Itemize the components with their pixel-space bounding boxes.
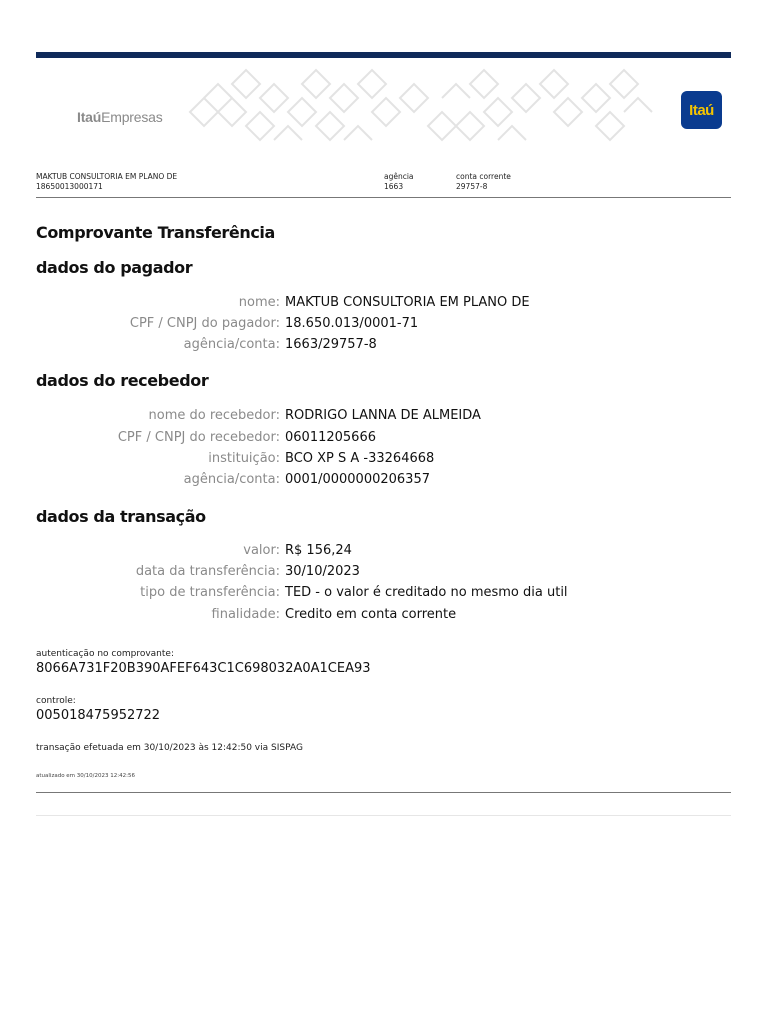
field-value: R$ 156,24: [285, 543, 352, 558]
recebedor-row: [36, 428, 716, 448]
agencia-value: 1663: [384, 182, 404, 191]
field-value: MAKTUB CONSULTORIA EM PLANO DE: [285, 295, 530, 310]
field-label: nome:: [238, 295, 280, 310]
page-title: Comprovante Transferência: [36, 223, 275, 242]
recebedor-row: [36, 449, 716, 469]
conta-value: 29757-8: [456, 182, 488, 191]
brand-bold: Itaú: [77, 109, 102, 125]
account-conta: [456, 172, 511, 192]
field-value: RODRIGO LANNA DE ALMEIDA: [285, 408, 481, 423]
pagador-row: [36, 335, 716, 355]
footer-divider: [36, 792, 731, 793]
account-holder: [36, 172, 177, 192]
field-label: tipo de transferência:: [140, 585, 280, 600]
autenticacao-label: autenticação no comprovante:: [36, 649, 174, 659]
field-label: data da transferência:: [135, 564, 280, 579]
footer-divider-light: [36, 815, 731, 816]
section-transacao-heading: dados da transação: [36, 507, 206, 526]
transacao-row: [36, 605, 716, 625]
transaction-timestamp: transação efetuada em 30/10/2023 às 12:42:50 via SISPAG: [36, 743, 303, 753]
pagador-row: [36, 293, 716, 313]
controle-label: controle:: [36, 696, 76, 706]
field-value: TED - o valor é creditado no mesmo dia util: [285, 585, 568, 600]
conta-label: conta corrente: [456, 172, 511, 181]
header-top-bar: [36, 52, 731, 58]
field-label: CPF / CNPJ do recebedor:: [117, 430, 280, 445]
field-value: 18.650.013/0001-71: [285, 316, 419, 331]
field-label: valor:: [243, 543, 280, 558]
field-value: Credito em conta corrente: [285, 607, 457, 622]
account-agencia: [384, 172, 414, 192]
field-label: finalidade:: [211, 607, 280, 622]
field-value: 06011205666: [285, 430, 376, 445]
field-label: nome do recebedor:: [148, 408, 280, 423]
field-label: CPF / CNPJ do pagador:: [129, 316, 280, 331]
field-value: 1663/29757-8: [285, 337, 377, 352]
agencia-label: agência: [384, 172, 414, 181]
section-pagador-heading: dados do pagador: [36, 258, 193, 277]
itau-logo-text: Itaú: [689, 101, 714, 119]
section-recebedor-heading: dados do recebedor: [36, 371, 209, 390]
field-label: agência/conta:: [183, 337, 280, 352]
itau-empresas-brand: [77, 109, 163, 125]
decorative-pattern: [180, 62, 670, 154]
recebedor-row: [36, 470, 716, 490]
account-holder-id: 18650013000171: [36, 182, 103, 191]
transacao-row: [36, 562, 716, 582]
account-holder-name: MAKTUB CONSULTORIA EM PLANO DE: [36, 172, 178, 181]
pagador-row: [36, 314, 716, 334]
header-divider: [36, 197, 731, 198]
updated-timestamp: atualizado em 30/10/2023 12:42:56: [36, 773, 135, 779]
field-value: BCO XP S A -33264668: [285, 451, 435, 466]
recebedor-row: [36, 406, 716, 426]
field-label: instituição:: [208, 451, 280, 466]
field-value: 30/10/2023: [285, 564, 360, 579]
autenticacao-value: 8066A731F20B390AFEF643C1C698032A0A1CEA93: [36, 661, 371, 676]
transacao-row: [36, 541, 716, 561]
field-value: 0001/0000000206357: [285, 472, 430, 487]
itau-logo: [681, 91, 722, 129]
field-label: agência/conta:: [183, 472, 280, 487]
brand-rest: Empresas: [101, 109, 163, 125]
transacao-row: [36, 583, 716, 603]
controle-value: 005018475952722: [36, 708, 161, 723]
